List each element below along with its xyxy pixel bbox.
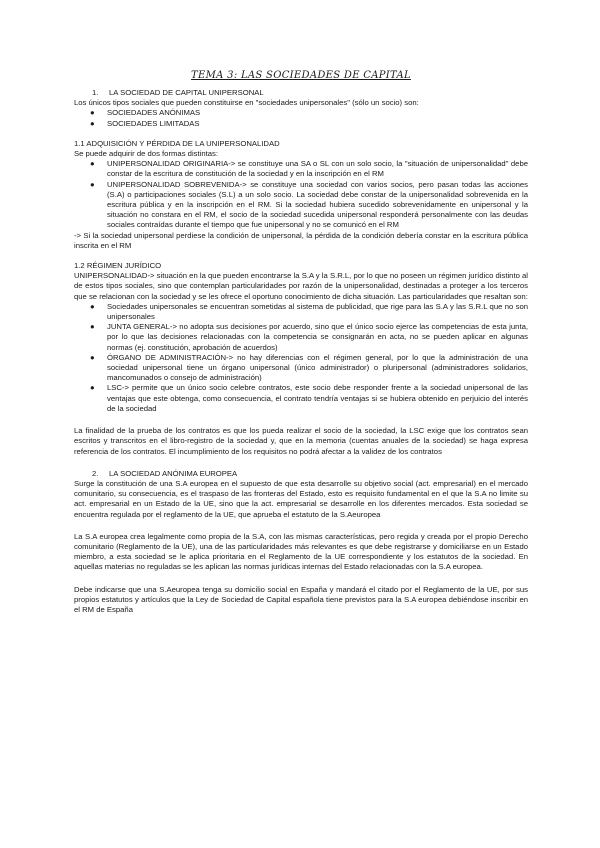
bullet-icon: ●	[90, 322, 95, 332]
company-types-list	[74, 108, 528, 128]
section-1-1-heading: 1.1 ADQUISICIÓN Y PÉRDIDA DE LA UNIPERSONALIDAD	[74, 138, 280, 148]
document-page	[74, 70, 528, 615]
section-1-title: LA SOCIEDAD DE CAPITAL UNIPERSONAL	[109, 88, 264, 97]
list-item	[74, 322, 528, 353]
list-item	[74, 353, 528, 384]
list-item	[74, 159, 528, 179]
acquisition-list	[74, 159, 528, 230]
section-1-2-heading: 1.2 RÉGIMEN JURÍDICO	[74, 261, 162, 271]
bullet-icon: ●	[90, 118, 95, 128]
list-item-text: ÓRGANO DE ADMINISTRACIÓN-> no hay diferencias con el régimen general, por lo que la administración de una sociedad unipersonal tiene un órgano unipersonal (único administrador) o pluripersonal (administradores solidarios, mancomunados o consejo de administración)	[107, 352, 528, 383]
list-item-text: JUNTA GENERAL-> no adopta sus decisiones por acuerdo, sino que el único socio ejerce las competencias de esta junta, por lo que las decisiones relacionadas con la competencia se consignarán en acta, no se pueden aplicar en algunas normas (ej. constitución, aprobación de acuerdos)	[107, 322, 528, 352]
section-1-heading	[74, 88, 528, 98]
list-item-text: SOCIEDADES LIMITADAS	[107, 118, 200, 128]
section-1-intro: Los únicos tipos sociales que pueden constituirse en "sociedades unipersonales" (sólo un socio) son:	[74, 98, 419, 108]
section-2-heading	[74, 469, 528, 479]
section-1-number: 1.	[92, 88, 99, 97]
list-item-text: SOCIEDADES ANÓNIMAS	[107, 108, 201, 118]
list-item-text: UNIPERSONALIDAD ORIGINARIA-> se constituye una SA o SL con un solo socio, la "situación de unipersonalidad" debe constar de la escritura de constitución de la sociedad y en la inscripción en el RM	[107, 159, 528, 179]
bullet-icon: ●	[90, 301, 95, 311]
bullet-icon: ●	[90, 383, 95, 393]
list-item-text: LSC-> permite que un único socio celebre contratos, este socio debe responder frente a la sociedad unipersonal de las ventajas que este obtenga, como consecuencia, el contrato tendría ventajas si se hubiera obtenido en perjuicio del interés de la sociedad	[107, 383, 528, 413]
section-2-paragraph-2: La S.A europea crea legalmente como propia de la S.A, con las mismas características, pero regida y creada por el propio Derecho comunitario (Reglamento de la UE), una de las particularidades más relevantes es que debe registrarse y domiciliarse en un Estado miembro, a esta sociedad se le aplica prioritaria en el Reglamento de la UE correspondiente y los estatutos de la sociedad. En aquellas materias no reguladas se les aplican las normas jurídicas internas del Estado relacionadas con la S.A europea.	[74, 531, 528, 572]
section-2-paragraph-3: Debe indicarse que una S.Aeuropea tenga su domicilio social en España y mandará el citado por el Reglamento de la UE, por sus propios estatutos y artículos que la Ley de Sociedad de Capital española tiene previstos para la S.A europea debiéndose inscribir en el RM de España	[74, 584, 528, 614]
bullet-icon: ●	[90, 179, 95, 189]
list-item	[74, 383, 528, 414]
section-1-2-closing: La finalidad de la prueba de los contratos es que los pueda realizar el socio de la sociedad, la LSC exige que los contratos sean escritos y transcritos en el libro-registro de la sociedad y, que en la memoria (cuentas anuales de la sociedad) se haga expresa referencia de los contratos. El incumplimiento de los requisitos no podrá afectar a la validez de los contratos	[74, 426, 528, 456]
section-2-number: 2.	[92, 468, 99, 478]
document-title: TEMA 3: LAS SOCIEDADES DE CAPITAL	[191, 70, 411, 81]
section-1-2-intro: UNIPERSONALIDAD-> situación en la que pueden encontrarse la S.A y la S.R.L, por lo que no poseen un régimen jurídico distinto al de estos tipos sociales, sino que contemplan particularidades por razón de la unipersonalidad, destinadas a proteger a los terceros que se relacionan con la sociedad y se les ofrece el oportuno conocimiento de dicha situación. Las particularidades que resaltan son:	[74, 271, 528, 301]
list-item	[74, 108, 528, 118]
bullet-icon: ●	[90, 108, 95, 118]
list-item-text: Sociedades unipersonales se encuentran sometidas al sistema de publicidad, que rige para las S.A y las S.R.L que no son unipersonales	[107, 301, 528, 322]
list-item	[74, 302, 528, 322]
bullet-icon: ●	[90, 352, 95, 362]
section-2-title: LA SOCIEDAD ANÓNIMA EUROPEA	[109, 468, 238, 478]
section-1-1-intro: Se puede adquirir de dos formas distintas:	[74, 149, 219, 159]
section-1-1-note: -> Si la sociedad unipersonal perdiese la condición de unipersonal, la pérdida de la condición debería constar en la escritura pública inscrita en el RM	[74, 230, 528, 250]
particularities-list	[74, 302, 528, 414]
list-item	[74, 180, 528, 231]
section-2-paragraph-1: Surge la constitución de una S.A europea en el supuesto de que esta desarrolle su objetivo social (act. empresarial) en el mercado comunitario, su consecuencia, es el traspaso de las fronteras del Estado, esto es requisito fundamental en el que la S.A no limite su act. empresarial en un Estado de la UE, sino que la act. empresarial se desarrolle en los diferentes mercados. Esta sociedad se encuentra regulada por el reglamento de la UE, que aprueba el estatuto de la S.Aeuropea	[74, 478, 528, 519]
bullet-icon: ●	[90, 159, 95, 169]
list-item	[74, 119, 528, 129]
list-item-text: UNIPERSONALIDAD SOBREVENIDA-> se constituye una sociedad con varios socios, pero pasan todas las acciones (S.A) o participaciones sociales (S.L) a un solo socio. La sociedad debe constar de la unipersonalidad sobrevenida en la escritura pública y en la inscripción en el RM. Si la sociedad hubiera sucedido sobrevenidamente en unipersonal y la situación no constara en el RM, el socio de la sociedad sucedida unipersonal responderá personalmente con las deudas sociales contraídas durante el tiempo que fue unipersonal y no se comunicó en el RM	[107, 179, 528, 230]
